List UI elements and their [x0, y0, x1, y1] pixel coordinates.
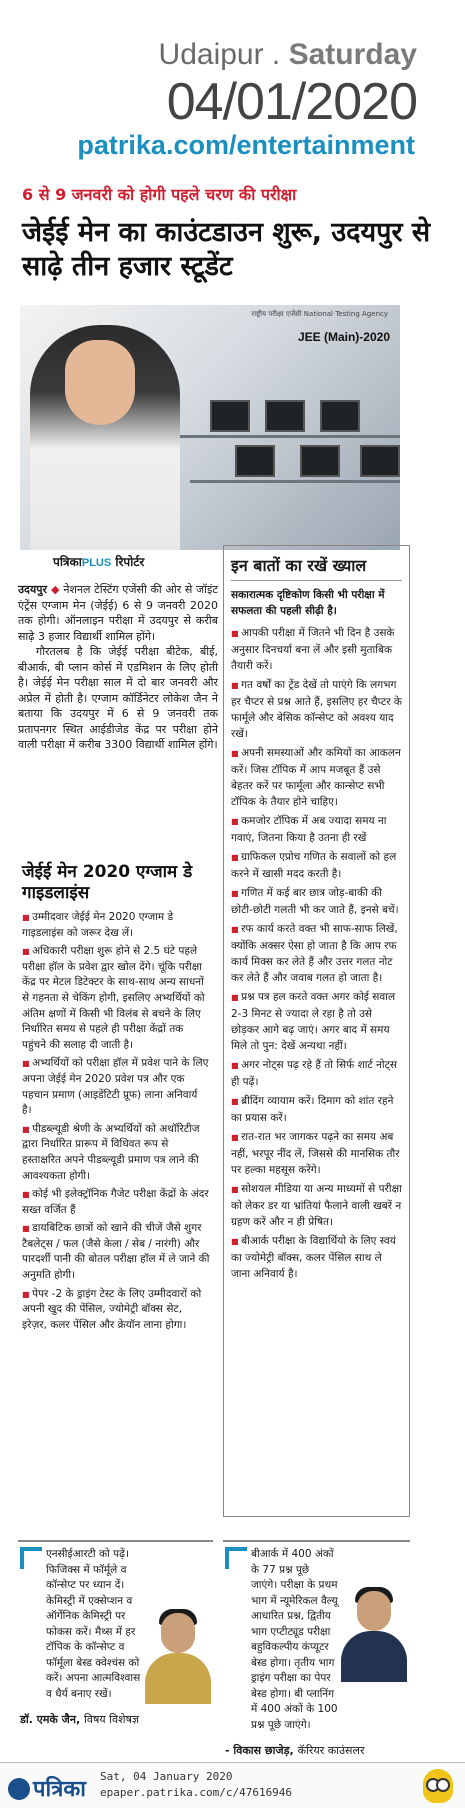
- tip-item: ■ प्रश्न पत्र हल करते वक्त अगर कोई सवाल 2-3 मिनट से ज्यादा ले रहा है तो उसे छोड़कर आगे बढ़ जाएं। अगर बाद में समय मिले तो पुन: देखें अन्यथा नहीं।: [231, 989, 402, 1054]
- tip-item: ■ रफ कार्य करते वक्त भी साफ-साफ लिखें, क्योंकि अक्सर ऐसा हो जाता है कि आप रफ कार्य मिक्स कर लेते हैं और उत्तर गलत नोट कर लेते हैं और जवाब गलत हो जाता है।: [231, 921, 402, 986]
- owl-mascot-icon: [423, 1769, 453, 1803]
- patrika-logo[interactable]: पत्रिका: [8, 1773, 86, 1803]
- expert-quote-text: बीआर्क में 400 अंकों के 77 प्रश्न पूछे जाएंगे। परीक्षा के प्रथम भाग में न्यूमेरिकल वैल्यू आधारित प्रश्न, द्वितीय भाग एप्टीट्यूड परीक्षा बहुविकल्पीय कंप्यूटर बेस्ड होगा। तृतीय भाग ड्राइंग परीक्षा का पेपर बेस्ड होगा। बी प्लानिंग में 400 अंकों के 100 प्रश्न पूछे जाएंगे।: [251, 1548, 338, 1731]
- expert-portrait: [143, 1609, 213, 1704]
- guideline-item: ■ अभ्यर्थियों को परीक्षा हॉल में प्रवेश पाने के लिए अपना जेईई मेन 2020 प्रवेश पत्र और एक पहचान प्रमाण (आइडेंटिटी प्रूफ) लाना अनिवार्य है।: [22, 1056, 210, 1118]
- computer-monitor: [320, 400, 360, 432]
- guidelines-heading: जेईई मेन 2020 एग्जाम डे गाइडलाइंस: [22, 862, 193, 903]
- dateline: उदयपुर ◆: [18, 583, 60, 596]
- epaper-footer: [0, 1762, 465, 1808]
- quote-mark-icon: [20, 1547, 42, 1569]
- tip-item: ■ आपकी परीक्षा में जितने भी दिन है उसके अनुसार दिनचर्या बना लें और इसी मुताबिक तैयारी करें।: [231, 625, 402, 674]
- photo-caption-label: JEE (Main)-2020: [297, 330, 390, 344]
- tip-item: ■ ब्रीदिंग व्यायाम करें। दिमाग को शांत रहने का प्रयास करें।: [231, 1093, 402, 1126]
- tips-list: [231, 625, 402, 1282]
- body-paragraph: गौरतलब है कि जेईई परीक्षा बीटेक, बीई, बीआर्क, बी प्लान कोर्स में एडमिशन के लिए होती है। जेईई मेन परीक्षा साल में दो बार जनवरी और अप्रेल में होती है। एग्जाम कॉर्डिनेटर लोकेश जैन ने बताया कि उदयपुर में 6 से 9 जनवरी तक प्रतापनगर स्थित आईडीजेड केंद्र पर परीक्षा होने वाली परीक्षा में करीब 3300 विद्यार्थी शामिल होंगे।: [18, 645, 218, 751]
- student-face: [65, 340, 135, 425]
- expert-portrait: [339, 1587, 409, 1682]
- patrika-logo-icon: [8, 1778, 30, 1800]
- section-divider: [18, 1540, 213, 1542]
- article-body: [18, 582, 218, 753]
- article-photo: [20, 305, 400, 550]
- guidelines-list: [22, 910, 210, 1336]
- guideline-item: ■ पीडब्ल्यूडी श्रेणी के अभ्यर्थियों को अथॉरिटीज द्वारा निर्धारित प्रारूप में विधिवत रूप से हस्ताक्षरित अपने पीडब्ल्यूडी प्रमाण पत्र लाने की आवश्यकता होगी।: [22, 1122, 210, 1184]
- section-url[interactable]: patrika.com/entertainment: [77, 130, 415, 160]
- expert-quote-left: [20, 1547, 215, 1728]
- article-kicker: 6 से 9 जनवरी को होगी पहले चरण की परीक्षा: [22, 185, 297, 204]
- edition-day: Saturday: [288, 38, 417, 71]
- article-headline: जेईई मेन का काउंटडाउन शुरू, उदयपुर से साढ़े तीन हजार स्टूडेंट: [22, 217, 431, 282]
- expert-name: डॉ. एमके जैन, विषय विशेषज्ञ: [20, 1713, 140, 1726]
- edition-city: Udaipur . Saturday: [158, 38, 417, 71]
- guideline-item: ■ पेपर -2 के ड्राइंग टेस्ट के लिए उम्मीदवारों को अपनी खुद की पेंसिल, ज्योमेट्री बॉक्स सेट, इरेज़र, कलर पेंसिल और क्रेयॉन लाना होगा।: [22, 1287, 210, 1334]
- body-paragraph: उदयपुर ◆ नेशनल टेस्टिंग एजेंसी की ओर से जॉइंट एंट्रेंस एग्जाम मेन (जेईई) 6 से 9 जनवरी 2020 तक होगी। ऑनलाइन परीक्षा में उदयपुर से करीब साढ़े 3 हजार विद्यार्थी शामिल होंगे।: [18, 583, 218, 643]
- guideline-item: ■ कोई भी इलेक्ट्रॉनिक गैजेट परीक्षा केंद्रों के अंदर सख्त वर्जित हैं: [22, 1187, 210, 1218]
- nta-badge: राष्ट्रीय परीक्षा एजेंसी National Testing Agency: [251, 310, 388, 318]
- masthead: [0, 0, 465, 170]
- tip-item: ■ गणित में कई बार छात्र जोड़-बाकी की छोटी-छोटी गलती भी कर जाते हैं, इनसे बचें।: [231, 885, 402, 918]
- tip-item: ■ कमजोर टॉपिक में अब ज्यादा समय ना गवाएं, जितना किया है उतना ही रखें: [231, 813, 402, 846]
- footer-date: Sat, 04 January 2020: [100, 1770, 233, 1783]
- computer-monitor: [360, 445, 400, 477]
- expert-quote-text: एनसीईआरटी को पढ़ें। फिजिक्स में फॉर्मूले व कॉन्सेप्ट पर ध्यान दें। केमिस्ट्री में एक्सेप्शन व ऑर्गेनिक केमिस्ट्री पर फोकस करें। मैथ्स में हर टॉपिक के कॉन्सेप्ट व फॉर्मूला बेस्ड क्वेश्चंस को करें। अपना आत्मविश्वास व धैर्य बनाए रखें।: [46, 1548, 141, 1700]
- section-divider: [223, 1540, 410, 1542]
- computer-monitor: [235, 445, 275, 477]
- byline-plus: PLUS: [81, 557, 112, 569]
- tip-item: ■ अगर नोट्स पढ़ रहे हैं तो सिर्फ शार्ट नोट्स ही पढ़ें।: [231, 1057, 402, 1090]
- computer-monitor: [210, 400, 250, 432]
- tip-item: ■ बीआर्क परीक्षा के विद्यार्थियो के लिए स्वयं का ज्योमेट्री बॉक्स, कलर पेंसिल साथ ले जाना अनिवार्य है।: [231, 1233, 402, 1282]
- tip-item: ■ रात-रात भर जागकर पढ़ने का समय अब नहीं, भरपूर नींद लें, जिससे की मानसिक तौर पर हल्का महसूस करेंगे।: [231, 1129, 402, 1178]
- tip-item: ■ अपनी समस्याओं और कमियों का आकलन करें। जिस टॉपिक में आप मजबूत हैं उसे बेहतर करें पर फार्मूला और कान्सेप्ट सभी टॉपिक के तैयार होने चाहिए।: [231, 745, 402, 810]
- tip-item: ■ सोशयल मीडिया या अन्य माध्यमों से परीक्षा को लेकर डर या भ्रांतियां फैलाने वाली खबरें न ग्रहण करें और न ही प्रेषित।: [231, 1181, 402, 1230]
- quote-mark-icon: [225, 1547, 247, 1569]
- tip-item: ■ ग्राफिकल एप्रोच गणित के सवालों को हल करने में खासी मदद करती है।: [231, 849, 402, 882]
- guideline-item: ■ डायबिटिक छात्रों को खाने की चीजें जैसे शुगर टैबलेट्स / फल (जैसे केला / सेब / नारंगी) और पारदर्शी पानी की बोतल परीक्षा हॉल में ले जाने की अनुमति होगी।: [22, 1221, 210, 1283]
- tips-heading: इन बातों का रखें ख्याल: [231, 554, 402, 581]
- expert-name: - विकास छाजेड़, कॅरियर काउंसलर: [225, 1744, 365, 1757]
- tip-item: ■ गत वर्षों का ट्रेंड देखें तो पाएंगे कि लगभग हर चैप्टर से प्रश्न आते हैं, इसलिए हर चैप्टर के फार्मूले और बेसिक कॉन्सेप्ट को अवश्य याद रखें।: [231, 677, 402, 742]
- expert-quote-right: [225, 1547, 410, 1759]
- guideline-item: ■ अधिकारी परीक्षा शुरू होने से 2.5 घंटे पहले परीक्षा हॉल के प्रवेश द्वार खोल देंगे। चूंकि परीक्षा केंद्र पर मेटल डिटेक्टर के साथ-साथ अन्य साधनों से गहनता से चेकिंग होगी, इसलिए अभ्यर्थियों को अंतिम क्षणों में किसी भी विलंब से बचने के लिए निर्धारित समय से पहले ही परीक्षा केंद्रों तक पहुंचने की सलाह दी जाती है।: [22, 944, 210, 1053]
- tips-box: [223, 545, 410, 1517]
- footer-url[interactable]: epaper.patrika.com/c/47616946: [100, 1786, 293, 1799]
- desk-row: [170, 435, 400, 438]
- guideline-item: ■ उम्मीदवार जेईई मेन 2020 एग्जाम डे गाइडलाइंस को जरूर देख लें।: [22, 910, 210, 941]
- computer-monitor: [300, 445, 340, 477]
- computer-monitor: [265, 400, 305, 432]
- byline-role: रिपोर्टर: [115, 555, 145, 569]
- footer-meta: [100, 1769, 292, 1801]
- byline: पत्रिकाPLUS रिपोर्टर: [53, 555, 145, 569]
- tips-intro: सकारात्मक दृष्टिकोण किसी भी परीक्षा में सफलता की पहली सीढ़ी है।: [231, 589, 385, 617]
- desk-row: [190, 480, 400, 483]
- edition-date: 04/01/2020: [166, 73, 417, 131]
